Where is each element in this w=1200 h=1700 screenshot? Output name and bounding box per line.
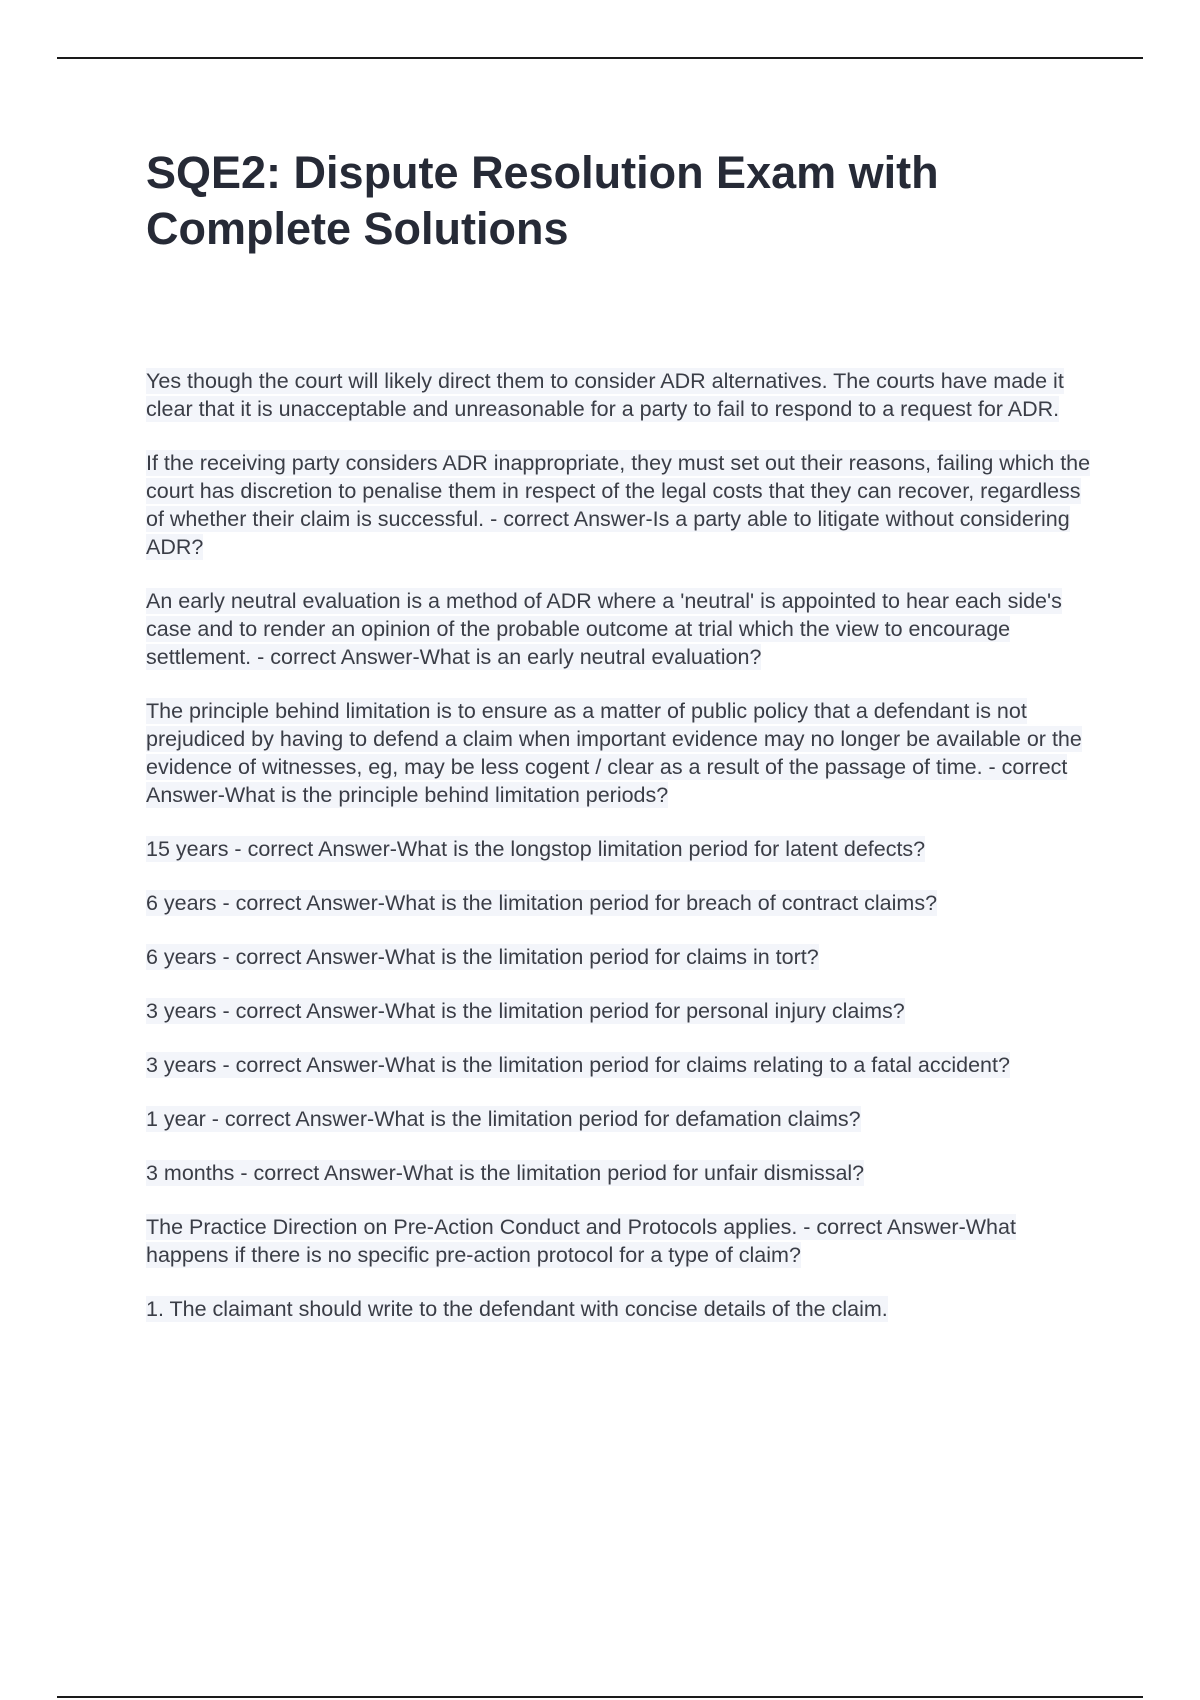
qa-entry-9 — [146, 1051, 1091, 1079]
qa-entry-text: The Practice Direction on Pre-Action Conduct and Protocols applies. - correct Answer-What happens if there is no specific pre-action protocol for a type of claim? — [146, 1215, 1016, 1267]
qa-entry-text: 1. The claimant should write to the defendant with concise details of the claim. — [146, 1297, 888, 1321]
footer-rule — [57, 1696, 1143, 1698]
qa-entry-text: If the receiving party considers ADR inappropriate, they must set out their reasons, failing which the court has discretion to penalise them in respect of the legal costs that they can recover, regardless of whether their claim is successful. - correct Answer-Is a party able to litigate without considering ADR? — [146, 451, 1091, 559]
header-rule — [57, 57, 1143, 59]
title-line-1: SQE2: Dispute Resolution Exam with — [146, 147, 939, 198]
qa-entry-text: 1 year - correct Answer-What is the limitation period for defamation claims? — [146, 1107, 861, 1131]
qa-entry-6 — [146, 889, 1091, 917]
qa-entry-text: 3 years - correct Answer-What is the limitation period for claims relating to a fatal accident? — [146, 1053, 1010, 1077]
title-line-2: Complete Solutions — [146, 203, 569, 254]
qa-list — [146, 367, 1091, 1349]
qa-entry-10 — [146, 1105, 1091, 1133]
qa-entry-text: 6 years - correct Answer-What is the limitation period for breach of contract claims? — [146, 891, 938, 915]
qa-entry-text: 3 months - correct Answer-What is the limitation period for unfair dismissal? — [146, 1161, 865, 1185]
qa-entry-13 — [146, 1295, 1091, 1323]
qa-entry-5 — [146, 835, 1091, 863]
qa-entry-7 — [146, 943, 1091, 971]
qa-entry-12 — [146, 1213, 1091, 1269]
qa-entry-1 — [146, 367, 1091, 423]
qa-entry-text: 6 years - correct Answer-What is the limitation period for claims in tort? — [146, 945, 819, 969]
qa-entry-text: An early neutral evaluation is a method of ADR where a 'neutral' is appointed to hear each side's case and to render an opinion of the probable outcome at trial which the view to encourage settlement. - correct Answer-What is an early neutral evaluation? — [146, 589, 1062, 669]
qa-entry-text: The principle behind limitation is to ensure as a matter of public policy that a defendant is not prejudiced by having to defend a claim when important evidence may no longer be available or the evidence of witnesses, eg, may be less cogent / clear as a result of the passage of time. - correct Answer-What is the principle behind limitation periods? — [146, 699, 1082, 807]
qa-entry-3 — [146, 587, 1091, 671]
qa-entry-2 — [146, 449, 1091, 561]
qa-entry-11 — [146, 1159, 1091, 1187]
qa-entry-4 — [146, 697, 1091, 809]
document-title — [146, 145, 1106, 257]
qa-entry-text: 3 years - correct Answer-What is the limitation period for personal injury claims? — [146, 999, 905, 1023]
qa-entry-text: Yes though the court will likely direct them to consider ADR alternatives. The courts have made it clear that it is unacceptable and unreasonable for a party to fail to respond to a request for ADR. — [146, 369, 1064, 421]
qa-entry-text: 15 years - correct Answer-What is the longstop limitation period for latent defects? — [146, 837, 926, 861]
qa-entry-8 — [146, 997, 1091, 1025]
